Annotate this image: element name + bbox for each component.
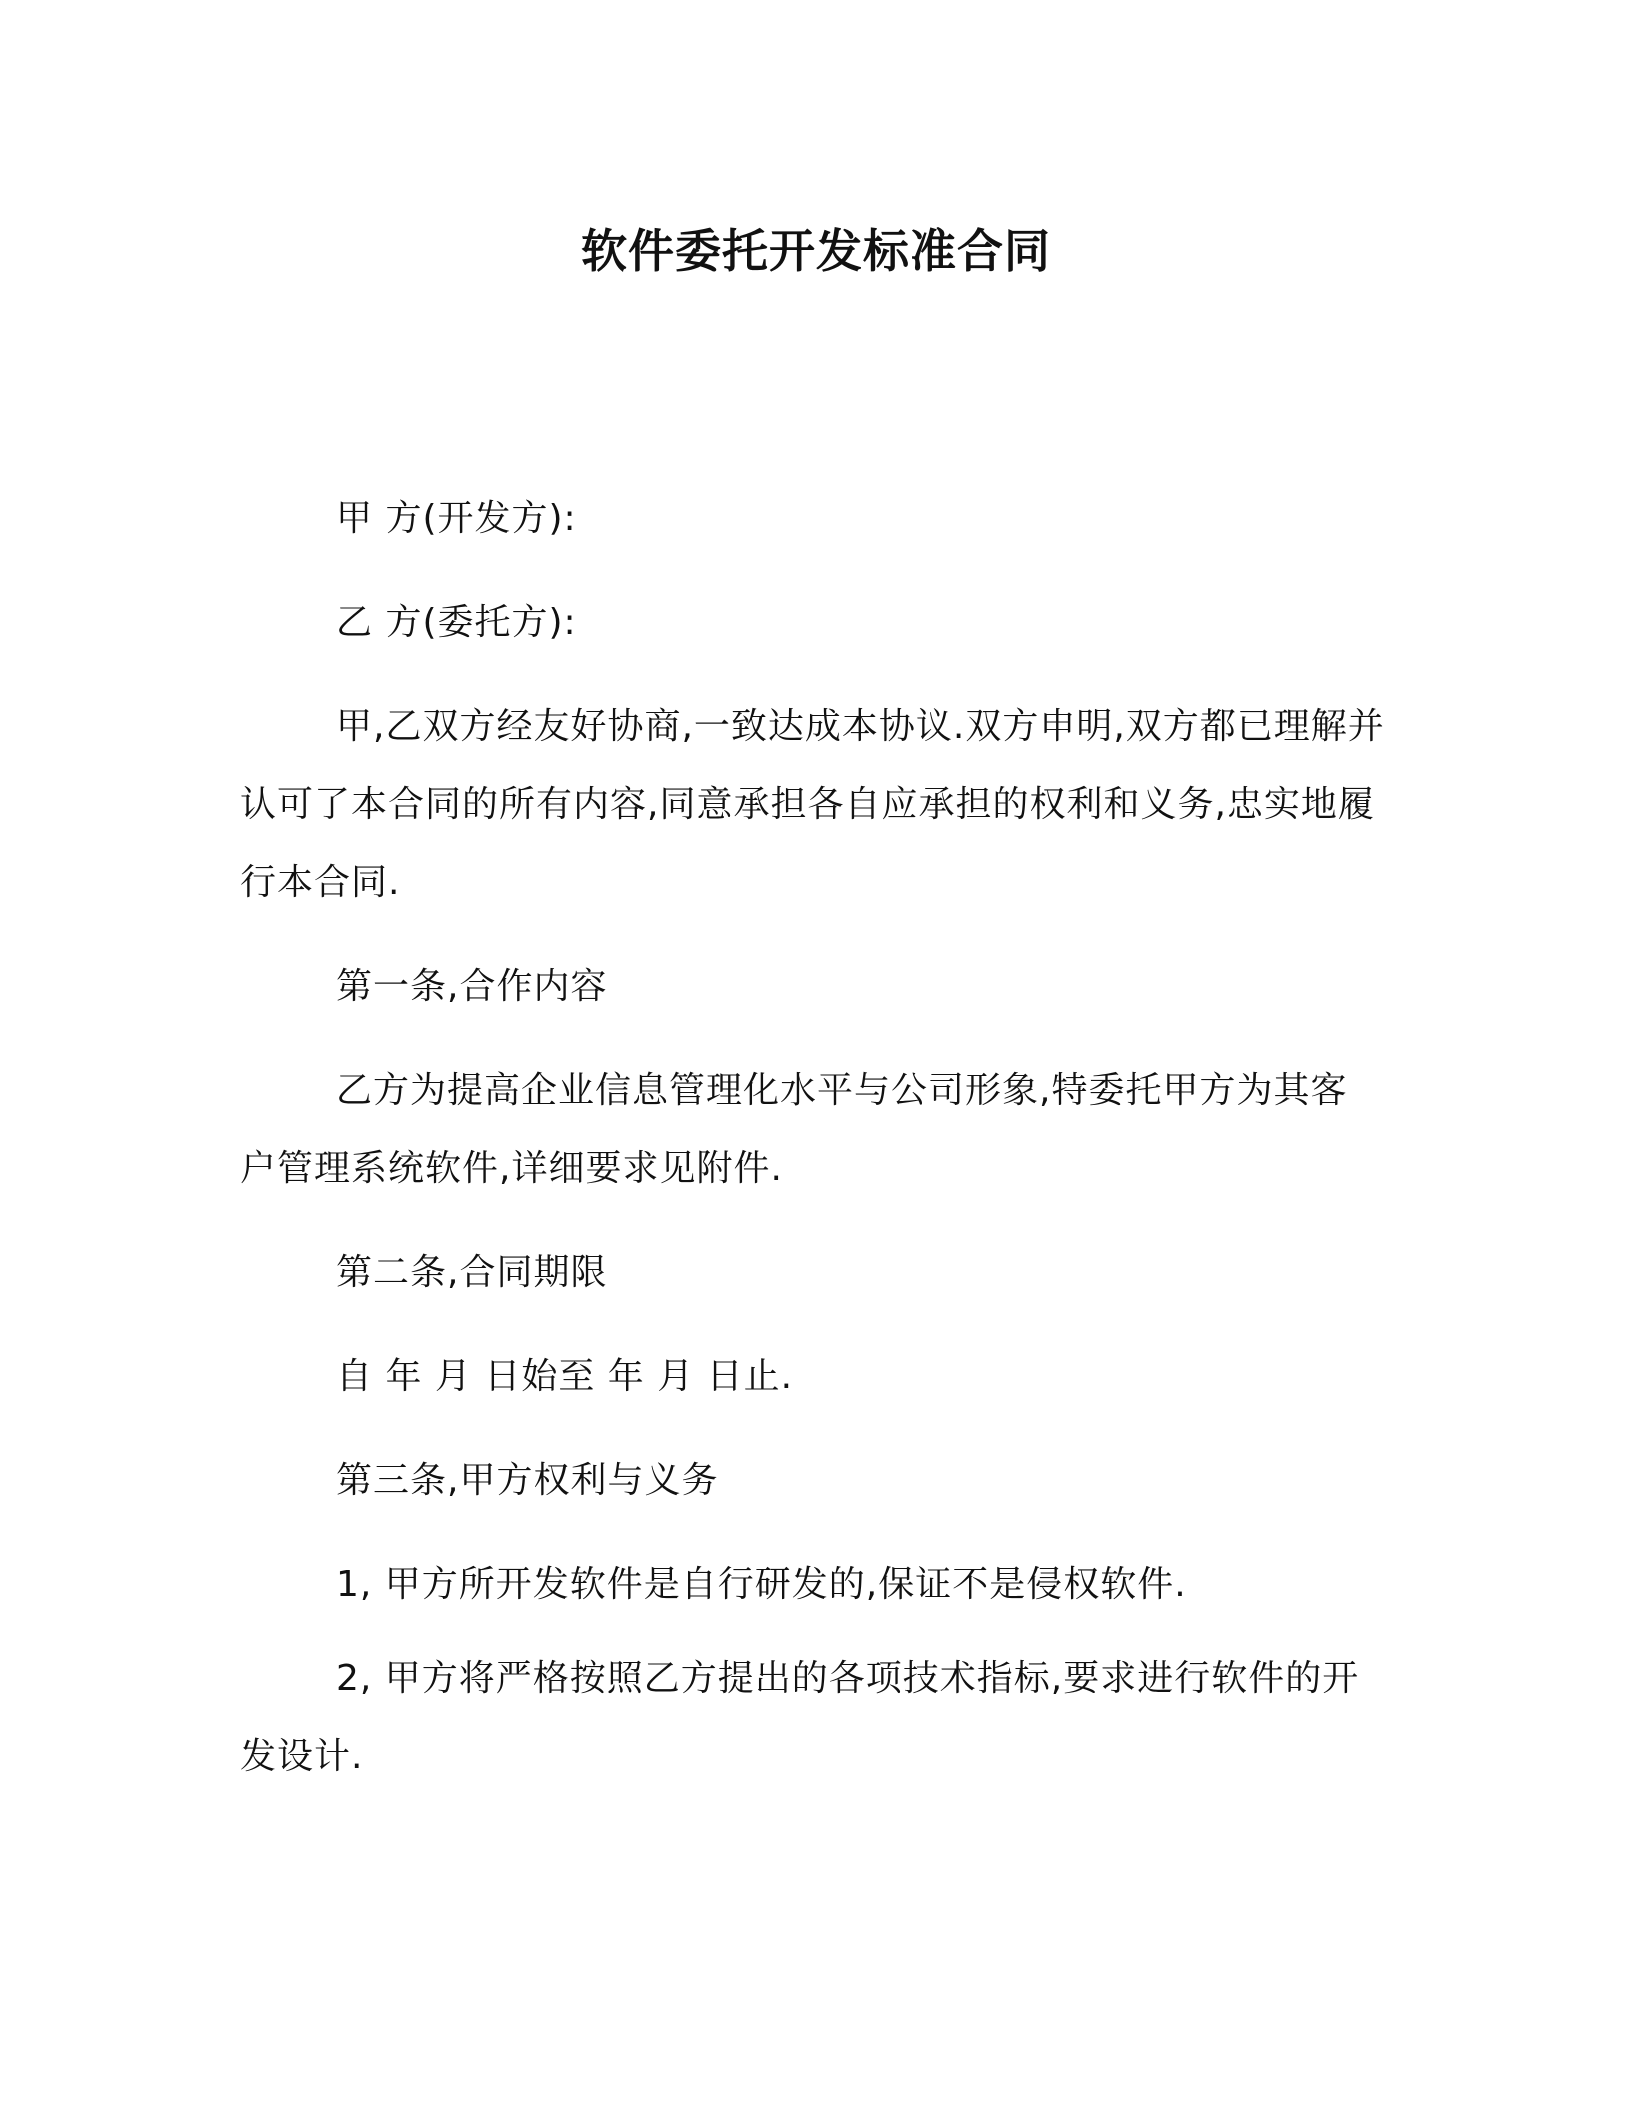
- party-b-line: 乙 方(委托方):: [336, 602, 577, 643]
- article-1-heading: 第一条,合作内容: [336, 966, 608, 1007]
- document-title: 软件委托开发标准合同: [581, 224, 1051, 278]
- article-1-line-2: 户管理系统软件,详细要求见附件.: [240, 1148, 783, 1189]
- article-3-item-2-line-1: 2, 甲方将严格按照乙方提出的各项技术指标,要求进行软件的开: [336, 1658, 1360, 1699]
- preamble-line-2: 认可了本合同的所有内容,同意承担各自应承担的权利和义务,忠实地履: [240, 784, 1375, 825]
- article-2-line-1: 自 年 月 日始至 年 月 日止.: [336, 1356, 794, 1397]
- preamble-line-1: 甲,乙双方经友好协商,一致达成本协议.双方申明,双方都已理解并: [336, 706, 1385, 747]
- article-3-item-2-line-2: 发设计.: [240, 1736, 364, 1777]
- preamble-line-3: 行本合同.: [240, 862, 401, 903]
- party-a-line: 甲 方(开发方):: [336, 498, 577, 539]
- article-2-heading: 第二条,合同期限: [336, 1252, 608, 1293]
- article-3-heading: 第三条,甲方权利与义务: [336, 1460, 719, 1501]
- article-3-item-1: 1, 甲方所开发软件是自行研发的,保证不是侵权软件.: [336, 1564, 1187, 1605]
- article-1-line-1: 乙方为提高企业信息管理化水平与公司形象,特委托甲方为其客: [336, 1070, 1348, 1111]
